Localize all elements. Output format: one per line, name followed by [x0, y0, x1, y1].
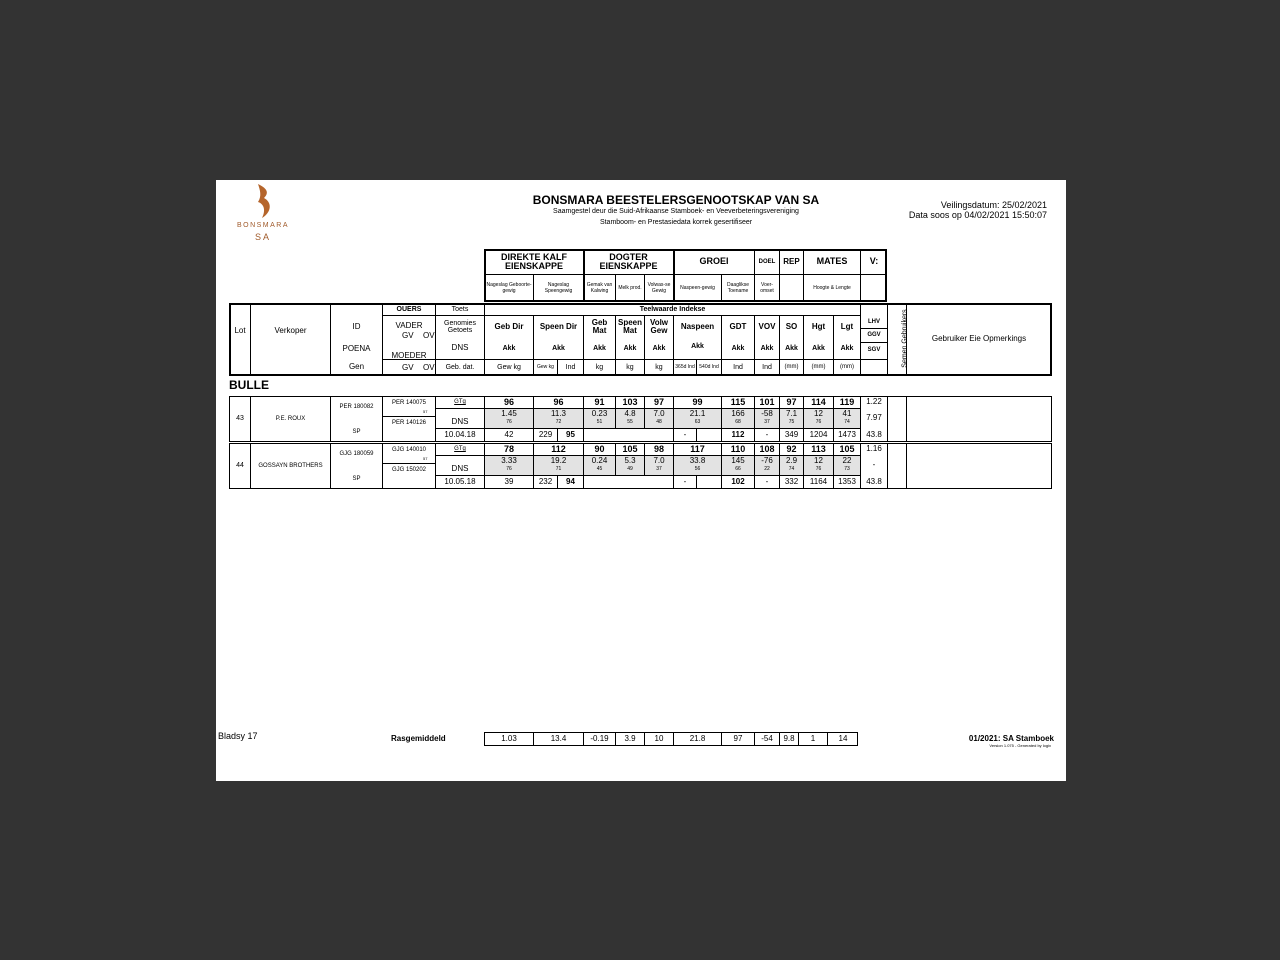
index-gebdir: 96: [503, 396, 514, 407]
index-speenmat: 103: [622, 396, 638, 407]
acc-hgt: 76: [815, 419, 822, 426]
group-groei: GROEI: [699, 256, 729, 267]
acc-gdt: 66: [735, 466, 741, 473]
col-lot: Lot: [234, 326, 246, 336]
sub-daaglikse: Daaglikse Toename: [727, 282, 749, 294]
unit-ind-1: Ind: [565, 363, 576, 371]
weight-birth: 39: [504, 476, 514, 486]
index-gebmat: 91: [594, 396, 605, 407]
acc-lgt: 74: [844, 419, 850, 426]
poena: SP: [352, 475, 361, 482]
gdt-index: 112: [731, 429, 745, 439]
subtitle-2: Stamboom- en Prestasiedata korrek gesertifiseer: [599, 219, 753, 226]
vov-index: -: [765, 476, 769, 486]
col-teelwaarde: Teelwaarde Indekse: [639, 305, 706, 313]
acc-hgt: 76: [815, 466, 822, 473]
group-doel: DOEL: [758, 258, 776, 265]
col-speendir: Speen Dir: [539, 321, 578, 331]
avg-volwgew: 10: [654, 733, 664, 743]
index-gebdir: 78: [503, 443, 514, 454]
col-akk-1: Akk: [502, 345, 516, 353]
col-dns: DNS: [451, 342, 469, 352]
so-mm: 332: [784, 476, 799, 486]
avg-gebdir: 1.03: [501, 733, 517, 743]
logo-mark-icon: [252, 182, 276, 222]
ebv-naspeen: 21.1: [689, 408, 706, 418]
col-toets: Toets: [451, 305, 469, 313]
index-volwgew: 97: [653, 396, 664, 407]
index-hgt: 114: [811, 396, 826, 407]
edition-label: 01/2021: SA Stamboek: [968, 734, 1054, 743]
ebv-gebmat: 0.24: [591, 455, 608, 465]
sub-nageslag-geb: Nageslag Geboorte-gewig: [486, 282, 532, 294]
weight-wean: 229: [538, 429, 553, 439]
col-geb-dat: Geb. dat.: [445, 363, 475, 371]
col-ggv: GGV: [867, 332, 881, 339]
ebv-speendir: 19.2: [550, 455, 567, 465]
weight-wean-index: 95: [566, 429, 575, 439]
lot-number: 43: [236, 415, 244, 423]
unit-mm-2: (mm): [811, 364, 826, 371]
vov-index: -: [765, 429, 769, 439]
unit-gewkg-small: Gew kg: [537, 363, 554, 370]
ggv-value: 7.97: [866, 412, 882, 422]
animal-id: PER 180082: [339, 403, 374, 410]
acc-speenmat: 55: [627, 419, 633, 426]
ebv-gebdir: 3.33: [501, 455, 517, 465]
col-lhv: LHV: [868, 318, 880, 325]
col-poena: POENA: [342, 343, 371, 353]
acc-lgt: 73: [844, 466, 850, 473]
weight-birth: 42: [504, 429, 514, 439]
ebv-hgt: 12: [814, 408, 823, 418]
unit-mm-1: (mm): [784, 364, 799, 371]
hgt-mm: 1204: [809, 429, 828, 439]
col-akk-3: Akk: [593, 345, 606, 353]
seller-name: GOSSAYN BROTHERS: [258, 462, 323, 469]
acc-vov: 22: [764, 466, 770, 473]
acc-volwgew: 48: [656, 419, 662, 426]
page-number: Bladsy 17: [218, 731, 258, 741]
ebv-volwgew: 7.0: [653, 408, 665, 418]
ebv-speenmat: 5.3: [624, 455, 636, 465]
group-v: V:: [869, 256, 879, 267]
ebv-lgt: 41: [842, 408, 852, 418]
animal-id: GJG 180059: [339, 450, 374, 457]
weight-wean: 232: [538, 476, 553, 486]
index-naspeen: 99: [692, 396, 703, 407]
ebv-gdt: 166: [731, 408, 745, 418]
group-dogter: DOGTER EIENSKAPPE: [599, 251, 658, 271]
lhv-value: 1.16: [866, 444, 882, 454]
avg-speendir: 13.4: [550, 733, 567, 743]
sub-gemak: Gemak van Kalwing: [586, 282, 613, 294]
unit-gewkg: Gew kg: [497, 363, 521, 371]
acc-gebdir: 76: [506, 419, 512, 426]
test-type: GTg: [454, 446, 466, 453]
col-moeder: MOEDER: [391, 350, 427, 360]
dns-label: DNS: [451, 464, 469, 474]
index-vov: 101: [759, 396, 775, 407]
index-lgt: 119: [839, 396, 855, 407]
weight-wean-index: 94: [566, 476, 575, 486]
ebv-speendir: 11.3: [551, 408, 566, 418]
sub-nageslag-speen: Nageslag Speengewig: [544, 282, 573, 294]
avg-lgt: 14: [838, 733, 848, 743]
ebv-naspeen: 33.8: [689, 455, 706, 465]
acc-gdt: 68: [735, 419, 741, 426]
col-vader: VADER: [395, 320, 423, 330]
unit-540d: 540d Ind: [699, 363, 719, 370]
sire-gv: 57: [423, 456, 428, 461]
sub-melk: Melk prod.: [618, 284, 642, 291]
unit-365d: 365d Ind: [675, 363, 695, 370]
index-speenmat: 105: [622, 443, 638, 454]
acc-volwgew: 37: [656, 466, 662, 473]
col-moeder-gv: GV: [402, 363, 414, 372]
col-akk-2: Akk: [552, 345, 565, 353]
col-akk-4: Akk: [623, 345, 637, 353]
subtitle-1: Saamgestel deur die Suid-Afrikaanse Stamboek- en Veeverbeteringsvereniging: [553, 208, 799, 215]
col-naspeen: Naspeen: [680, 321, 715, 331]
avg-vov: -54: [761, 733, 773, 743]
lot-number: 44: [236, 462, 244, 470]
ebv-gebmat: 0.23: [591, 408, 608, 418]
seller-name: P.E. ROUX: [275, 415, 306, 422]
dam-id: PER 140126: [391, 419, 427, 426]
acc-speendir: 72: [555, 419, 562, 426]
col-genomies: Genomies Getoets: [444, 319, 476, 334]
ebv-gebdir: 1.45: [501, 408, 517, 418]
ebv-vov: -58: [761, 408, 773, 418]
poena: SP: [352, 428, 361, 435]
gdt-index: 102: [731, 476, 745, 486]
avg-hgt: 1: [810, 733, 816, 743]
index-speendir: 96: [553, 396, 564, 407]
col-akk-6: Akk: [691, 343, 704, 351]
index-speendir: 112: [551, 443, 566, 454]
group-direkte: DIREKTE KALF EIENSKAPPE: [501, 251, 567, 271]
col-akk-9: Akk: [785, 345, 798, 353]
col-moeder-ov: OV: [423, 363, 435, 372]
data-date: Data soos op 04/02/2021 15:50:07: [908, 210, 1047, 220]
acc-naspeen: 63: [694, 419, 701, 426]
col-volwgew: Volw Gew: [649, 317, 669, 335]
sub-voer: Voer-omset: [760, 282, 774, 294]
unit-kg-3: kg: [655, 363, 663, 371]
ebv-volwgew: 7.0: [653, 455, 665, 465]
col-verkoper: Verkoper: [274, 326, 307, 336]
col-lgt: Lgt: [840, 321, 854, 331]
sire-gv: 57: [423, 409, 428, 414]
so-mm: 349: [784, 429, 799, 439]
logo-subtext: SA: [254, 232, 271, 242]
col-so: SO: [785, 321, 798, 331]
naspeen-365: -: [683, 476, 687, 486]
index-gdt: 115: [730, 396, 746, 407]
col-speenmat: Speen Mat: [617, 317, 642, 335]
acc-vov: 37: [764, 419, 770, 426]
sire-id: GJG 140010: [391, 446, 427, 453]
group-mates: MATES: [816, 256, 848, 267]
acc-so: 74: [788, 466, 795, 473]
index-naspeen: 117: [690, 443, 705, 454]
ebv-speenmat: 4.8: [624, 408, 636, 418]
sub-volwasse: Volwas-se Gewig: [647, 282, 671, 294]
naspeen-365: -: [683, 429, 687, 439]
acc-speendir: 71: [555, 466, 562, 473]
ggv-value: -: [872, 459, 876, 469]
sire-id: PER 140075: [391, 399, 427, 406]
birth-date: 10.04.18: [444, 429, 476, 439]
acc-so: 75: [788, 419, 795, 426]
col-akk-11: Akk: [840, 345, 854, 353]
avg-naspeen: 21.8: [689, 733, 706, 743]
dam-id: GJG 150202: [391, 466, 427, 473]
col-akk-10: Akk: [812, 345, 825, 353]
ebv-gdt: 145: [731, 455, 745, 465]
ebv-lgt: 22: [842, 455, 852, 465]
avg-so: 9.8: [783, 733, 795, 743]
index-volwgew: 98: [653, 443, 664, 454]
section-title: BULLE: [229, 378, 269, 392]
logo-text: BONSMARA: [236, 222, 290, 229]
index-vov: 108: [759, 443, 775, 454]
col-semen-gebruikers: Semen Gebruikers: [901, 309, 909, 368]
index-hgt: 113: [811, 443, 826, 454]
lhv-value: 1.22: [866, 397, 882, 407]
col-gdt: GDT: [729, 321, 747, 331]
unit-ind-2: Ind: [733, 363, 743, 371]
col-gebdir: Geb Dir: [494, 321, 524, 331]
birth-date: 10.05.18: [444, 476, 476, 486]
unit-kg-1: kg: [595, 363, 604, 371]
acc-gebmat: 51: [596, 419, 603, 426]
group-rep: REP: [783, 256, 800, 266]
ebv-so: 7.1: [785, 408, 798, 418]
col-gebmat: Geb Mat: [591, 317, 608, 335]
col-opmerkings: Gebruiker Eie Opmerkings: [931, 334, 1027, 344]
col-id: ID: [352, 321, 361, 331]
page-title: BONSMARA BEESTELERSGENOOTSKAP VAN SA: [532, 193, 820, 207]
acc-speenmat: 49: [627, 466, 633, 473]
acc-gebdir: 76: [506, 466, 512, 473]
col-hgt: Hgt: [811, 321, 826, 331]
unit-mm-3: (mm): [840, 364, 854, 371]
avg-gdt: 97: [733, 733, 743, 743]
lgt-mm: 1473: [838, 429, 856, 439]
lgt-mm: 1353: [838, 476, 856, 486]
avg-speenmat: 3.9: [624, 733, 636, 743]
index-gebmat: 90: [594, 443, 605, 454]
col-vov: VOV: [758, 321, 776, 331]
acc-gebmat: 45: [596, 466, 603, 473]
ebv-vov: -76: [761, 455, 773, 465]
test-type: GTg: [454, 399, 466, 406]
index-gdt: 110: [730, 443, 746, 454]
hgt-mm: 1164: [809, 476, 828, 486]
col-akk-5: Akk: [652, 345, 666, 353]
dns-label: DNS: [451, 417, 469, 427]
version-label: Version 1.075 - Generated by logix: [989, 743, 1051, 748]
ebv-hgt: 12: [814, 455, 823, 465]
col-gen: Gen: [348, 362, 365, 372]
sub-naspeen: Naspeen-gewig: [680, 284, 715, 291]
col-ouers: OUERS: [396, 305, 422, 313]
ebv-so: 2.9: [785, 455, 798, 465]
sale-date: Veilingsdatum: 25/02/2021: [940, 200, 1047, 210]
acc-naspeen: 56: [694, 466, 701, 473]
col-akk-8: Akk: [760, 345, 774, 353]
sgv-value: 43.8: [866, 429, 882, 439]
index-lgt: 105: [839, 443, 855, 454]
index-so: 97: [786, 396, 797, 407]
unit-ind-3: Ind: [762, 363, 772, 371]
catalogue-page: [216, 180, 1066, 781]
sgv-value: 43.8: [866, 476, 882, 486]
col-sgv: SGV: [867, 346, 881, 353]
avg-gebmat: -0.19: [590, 733, 609, 743]
col-vader-gv: GV: [402, 331, 414, 340]
unit-kg-2: kg: [626, 363, 634, 371]
breed-average-label: Rasgemiddeld: [391, 734, 446, 743]
col-vader-ov: OV: [423, 331, 435, 340]
col-akk-7: Akk: [731, 345, 745, 353]
sub-hoogte: Hoogte & Lengte: [813, 284, 851, 291]
index-so: 92: [786, 443, 797, 454]
